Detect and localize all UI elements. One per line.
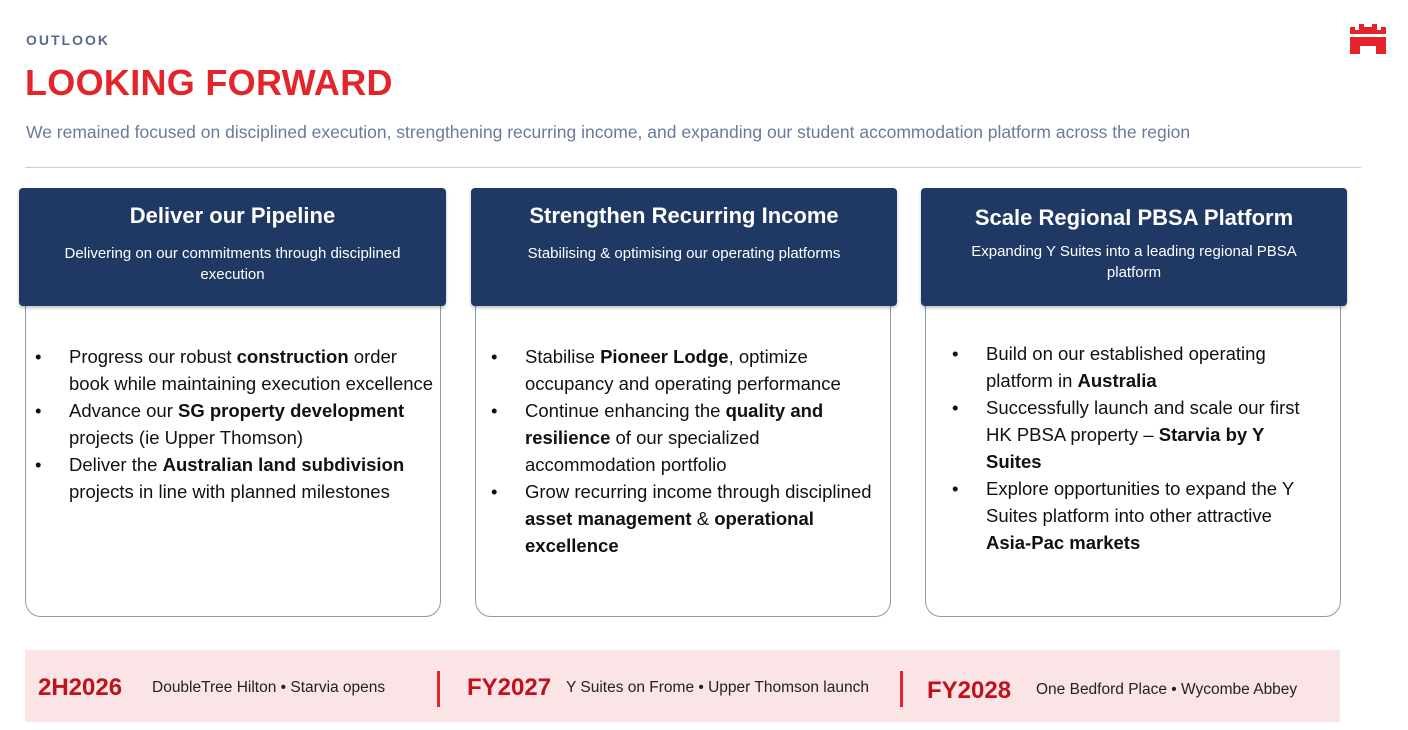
header-divider — [25, 167, 1361, 168]
bullet-item — [952, 394, 1322, 475]
bullet-text: Stabilise — [525, 346, 601, 367]
bullet-item — [491, 397, 886, 478]
bullet-text: , optimize occupancy and operating performance — [525, 346, 841, 394]
card-subtitle: Expanding Y Suites into a leading regional PBSA platform — [971, 243, 1297, 281]
timeline-separator — [900, 671, 903, 707]
timeline-period: 2H2026 — [38, 674, 123, 701]
bullet-item — [491, 343, 886, 397]
timeline-period: FY2027 — [467, 674, 552, 701]
bullet-text: Advance our — [69, 400, 179, 421]
bullet-list-pbsa — [952, 340, 1322, 556]
bullet-text: projects in line with planned milestones — [69, 481, 390, 502]
bullet-item — [952, 475, 1322, 556]
bullet-text: order book while maintaining execution excellence — [69, 346, 434, 394]
bullet-text: Explore opportunities to expand the Y Suites platform into other attractive — [986, 478, 1294, 526]
bullet-text: & — [691, 508, 715, 529]
bullet-bold-text: Pioneer Lodge — [600, 346, 729, 367]
card-title: Deliver our Pipeline — [129, 203, 336, 228]
card-subtitle: Stabilising & optimising our operating platforms — [527, 245, 841, 262]
card-header-pipeline — [19, 188, 446, 306]
bullet-item — [952, 340, 1322, 394]
bullet-bold-text: Australian land subdivision — [162, 454, 405, 475]
bullet-text: Deliver the — [69, 454, 163, 475]
bullet-bold-text: quality and resilience — [525, 400, 824, 448]
bullet-bold-text: construction — [236, 346, 349, 367]
bullet-text: projects (ie Upper Thomson) — [69, 427, 304, 448]
bullet-list-pipeline — [35, 343, 435, 505]
bullet-bold-text: Starvia by Y Suites — [986, 424, 1265, 472]
section-label: OUTLOOK — [26, 32, 110, 48]
card-title: Strengthen Recurring Income — [529, 203, 839, 228]
timeline-items: Y Suites on Frome • Upper Thomson launch — [566, 679, 869, 696]
bullet-item — [35, 397, 435, 451]
bullet-text: of our specialized accommodation portfolio — [525, 427, 760, 475]
bullet-bold-text: operational excellence — [525, 508, 814, 556]
bullet-item — [35, 451, 435, 505]
timeline-items: DoubleTree Hilton • Starvia opens — [152, 679, 386, 696]
bullet-text: Progress our robust — [69, 346, 237, 367]
bullet-text: Grow recurring income through disciplined — [525, 481, 872, 502]
bullet-bold-text: Asia-Pac markets — [986, 532, 1141, 553]
timeline-separator — [437, 671, 440, 707]
bullet-bold-text: SG property development — [178, 400, 405, 421]
timeline-items: One Bedford Place • Wycombe Abbey — [1036, 681, 1298, 698]
card-subtitle: Delivering on our commitments through disciplined execution — [64, 245, 401, 283]
card-header-recurring-income — [471, 188, 897, 306]
bullet-text: Build on our established operating platform in — [986, 343, 1266, 391]
bullet-bold-text: asset management — [525, 508, 692, 529]
bullet-text: Successfully launch and scale our first HK PBSA property – — [986, 397, 1300, 445]
card-header-pbsa — [921, 188, 1347, 306]
page-subtitle: We remained focused on disciplined execution, strengthening recurring income, and expanding our student accommodation platform across the region — [26, 122, 1191, 142]
bullet-list-recurring-income — [491, 343, 886, 559]
bullet-text: Continue enhancing the — [525, 400, 726, 421]
card-title: Scale Regional PBSA Platform — [974, 205, 1294, 230]
timeline-period: FY2028 — [927, 677, 1012, 704]
bullet-bold-text: Australia — [1077, 370, 1157, 391]
page-title: LOOKING FORWARD — [25, 62, 393, 103]
bullet-item — [35, 343, 435, 397]
bullet-item — [491, 478, 886, 559]
castle-logo-icon — [1348, 18, 1388, 58]
